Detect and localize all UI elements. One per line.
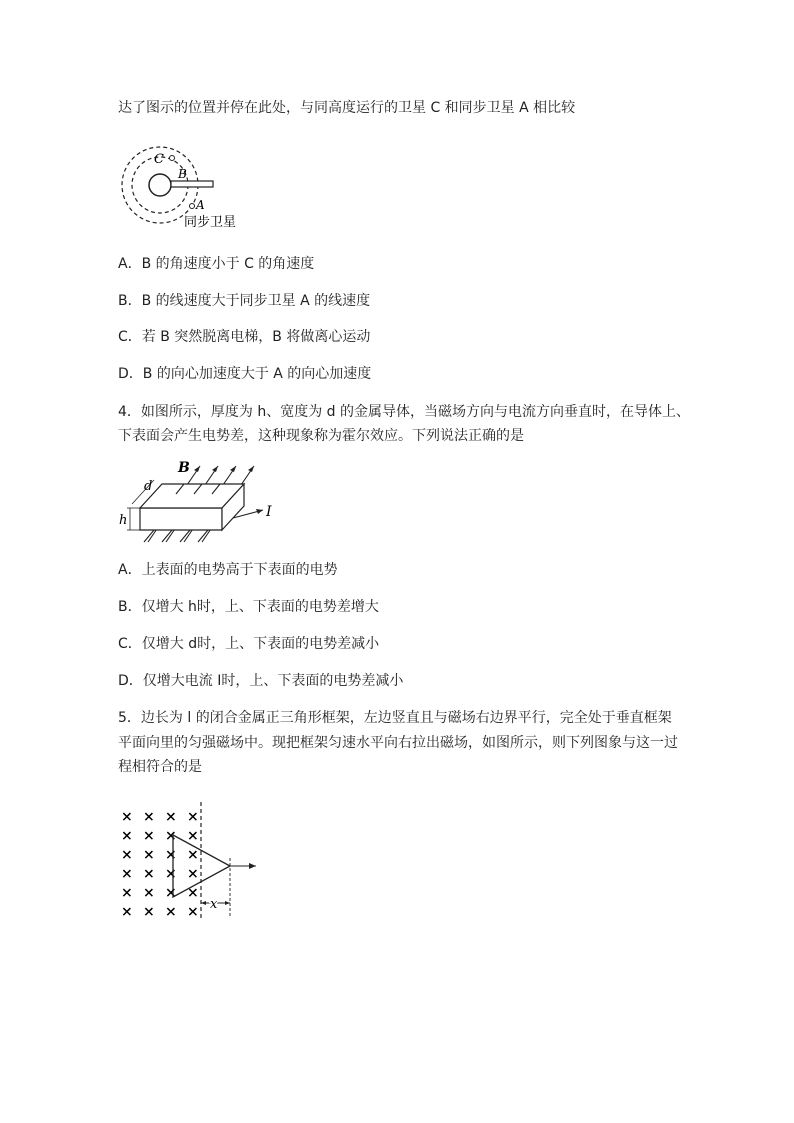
field-cross: × [165,809,177,825]
q5-stem-line3: 程相符合的是 [118,759,202,775]
label-d: d [144,479,153,494]
field-cross: × [121,866,133,882]
satellite-orbit-figure [118,142,248,236]
figure-caption: 同步卫星 [184,215,237,230]
field-cross: × [187,885,199,901]
q4-stem-line1: 4．如图所示，厚度为 h、宽度为 d 的金属导体，当磁场方向与电流方向垂直时，在导体上、 [118,404,691,420]
field-cross: × [165,904,177,920]
satellite-a [190,204,195,209]
field-arrowheads [194,466,254,472]
q3-option-b: B．B 的线速度大于同步卫星 A 的线速度 [118,293,371,309]
field-cross: × [121,885,133,901]
hall-effect-figure [118,458,288,552]
field-cross: × [121,809,133,825]
q3-option-a: A．B 的角速度小于 C 的角速度 [118,256,315,272]
q4-option-d: D．仅增大电流 I时，上、下表面的电势差减小 [118,673,404,689]
field-cross: × [143,847,155,863]
field-cross: × [165,885,177,901]
field-cross: × [187,828,199,844]
field-cross: × [143,828,155,844]
q5-stem-line2: 平面向里的匀强磁场中。现把框架匀速水平向右拉出磁场，如图所示，则下列图象与这一过 [118,735,678,751]
field-cross: × [165,847,177,863]
field-cross: × [121,904,133,920]
label-a: A [196,198,205,212]
label-b: B [178,167,187,181]
label-x: x [210,897,218,912]
field-cross: × [143,866,155,882]
field-cross: × [143,809,155,825]
field-cross: × [121,828,133,844]
field-cross: × [143,885,155,901]
q4-stem-line2: 下表面会产生电势差，这种现象称为霍尔效应。下列说法正确的是 [118,428,524,444]
q3-intro: 达了图示的位置并停在此处，与同高度运行的卫星 C 和同步卫星 A 相比较 [118,100,576,116]
q5-stem-line1: 5．边长为 l 的闭合金属正三角形框架，左边竖直且与磁场右边界平行，完全处于垂直框架 [118,710,672,726]
field-cross: × [165,866,177,882]
space-elevator [171,181,213,187]
q4-option-a: A．上表面的电势高于下表面的电势 [118,562,338,578]
field-cross: × [121,847,133,863]
satellite-c [170,156,175,161]
field-cross: × [187,866,199,882]
q3-option-d: D．B 的向心加速度大于 A 的向心加速度 [118,366,372,382]
field-cross: × [187,809,199,825]
label-c: C [154,152,164,167]
field-cross: × [165,828,177,844]
q3-option-c: C．若 B 突然脱离电梯，B 将做离心运动 [118,329,371,345]
q4-option-b: B．仅增大 h时，上、下表面的电势差增大 [118,599,379,615]
triangle-field-figure [116,800,266,924]
field-cross: × [187,847,199,863]
label-i: I [266,504,272,520]
q4-option-c: C．仅增大 d时，上、下表面的电势差减小 [118,636,380,652]
magnetic-field-crosses [121,809,199,920]
field-cross: × [187,904,199,920]
label-b-field: B [178,460,190,476]
earth [149,174,171,196]
field-cross: × [143,904,155,920]
block-front [140,508,222,530]
label-h: h [119,513,128,528]
